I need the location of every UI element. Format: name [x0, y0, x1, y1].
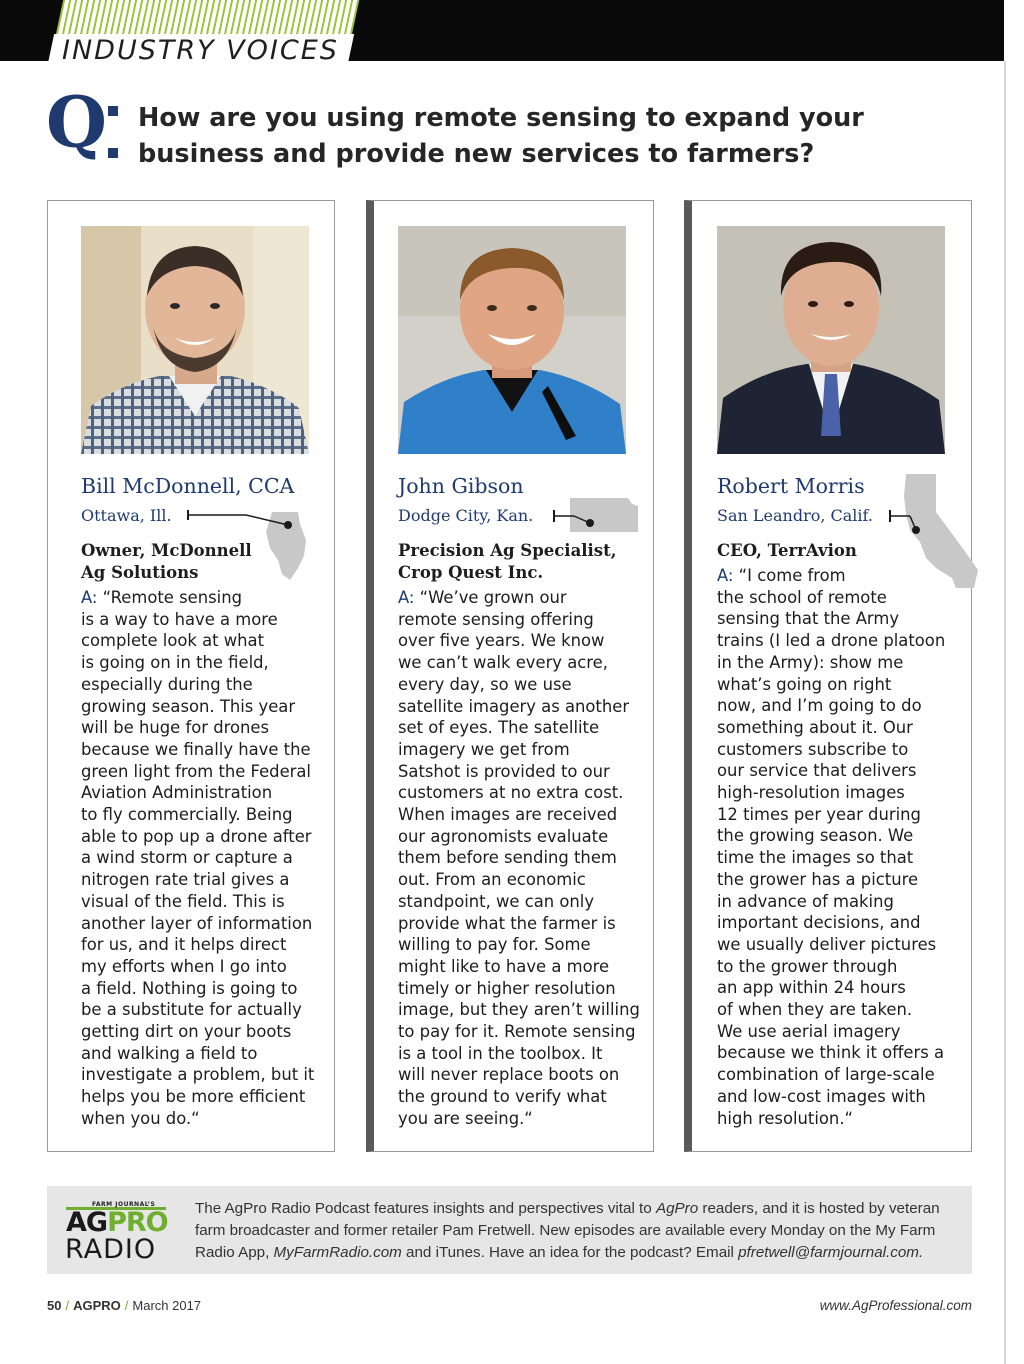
- respondent-answer-3: [717, 565, 945, 1129]
- logo-radio-text: RADIO: [65, 1234, 157, 1265]
- role-line: Crop Quest Inc.: [398, 563, 544, 582]
- promo-text: Radio App,: [195, 1244, 274, 1261]
- portrait-photo-3: [717, 226, 945, 454]
- respondent-role-1: [81, 540, 252, 584]
- promo-text: The AgPro Radio Podcast features insights and perspectives vital to: [195, 1200, 656, 1217]
- logo-publisher: FARM JOURNAL’S: [92, 1201, 156, 1208]
- answer-label: A:: [398, 588, 415, 607]
- respondent-answer-1: [81, 587, 314, 1130]
- answer-first-line: “Remote sensing: [97, 588, 242, 607]
- respondent-name-3: Robert Morris: [717, 474, 865, 498]
- issue-date: March 2017: [132, 1298, 202, 1313]
- respondent-role-3: [717, 540, 857, 562]
- logo-ag-text: AG: [66, 1207, 108, 1238]
- podcast-promo-text: [195, 1198, 965, 1264]
- answer-label: A:: [81, 588, 98, 607]
- role-line: Precision Ag Specialist,: [398, 541, 617, 560]
- role-line: Owner, McDonnell: [81, 541, 252, 560]
- respondent-name-1: Bill McDonnell, CCA: [81, 474, 295, 498]
- magazine-name: AGPRO: [73, 1298, 121, 1313]
- role-line: Ag Solutions: [81, 563, 199, 582]
- page-edge-rule: [1004, 61, 1006, 1364]
- promo-text: and iTunes. Have an idea for the podcast? Email: [401, 1244, 739, 1261]
- podcast-website-link[interactable]: MyFarmRadio.com: [273, 1244, 402, 1261]
- respondent-location-1: Ottawa, Ill.: [81, 506, 172, 525]
- section-label: INDUSTRY VOICES: [62, 35, 339, 66]
- promo-text: AgPro: [655, 1200, 699, 1217]
- respondent-location-2: Dodge City, Kan.: [398, 506, 534, 525]
- kansas-map-icon: [552, 496, 642, 536]
- respondent-location-3: San Leandro, Calif.: [717, 506, 873, 525]
- portrait-photo-1: [81, 226, 309, 454]
- promo-text: farm broadcaster and former retailer Pam Fretwell. New episodes are available every Monday on the My Farm: [195, 1222, 936, 1239]
- page-number: 50: [47, 1298, 62, 1313]
- respondent-name-2: John Gibson: [398, 474, 524, 498]
- answer-first-line: “I come from: [733, 566, 846, 585]
- answer-text: is a way to have a more complete look at what is going on in the field, especially during the growing season. This year will be huge for drones because we finally have the green light from the Federal Aviation Administration to fly commercially. Being able to pop up a drone after a wind storm or capture a nitrogen rate trial gives a visual of the field. This is another layer of information for us, and it helps direct my efforts when I go into a field. Nothing is going to be a substitute for actually getting dirt on your boots and walking a field to investigate a problem, but it helps you be more efficient when you do.“: [81, 609, 315, 1128]
- portrait-photo-2: [398, 226, 626, 454]
- question-text: How are you using remote sensing to expand your business and provide new services to farmers?: [138, 103, 864, 169]
- header-hatch-pattern: [56, 0, 359, 34]
- question-colon: [108, 106, 118, 164]
- answer-text: remote sensing offering over five years. We know we can’t walk every acre, every day, so we use satellite imagery as another set of eyes. The satellite imagery we get from Satshot is provided to our customers at no extra cost. When images are received our agronomists evaluate them before sending them out. From an economic standpoint, we can only provide what the farmer is willing to pay for. Some might like to have a more timely or higher resolution image, but they aren’t willing to pay for it. Remote sensing is a tool in the toolbox. It will never replace boots on the ground to verify what you are seeing.“: [398, 609, 640, 1128]
- podcast-email-link[interactable]: pfretwell@farmjournal.com.: [738, 1244, 924, 1261]
- page-footer-left: 50 / AGPRO / March 2017: [47, 1298, 202, 1313]
- answer-label: A:: [717, 566, 734, 585]
- respondent-role-2: [398, 540, 616, 584]
- respondent-answer-2: [398, 587, 640, 1130]
- answer-first-line: “We’ve grown our: [414, 588, 567, 607]
- promo-text: readers, and it is hosted by veteran: [698, 1200, 940, 1217]
- footer-website-link[interactable]: www.AgProfessional.com: [819, 1298, 972, 1313]
- logo-pro-text: PRO: [107, 1207, 168, 1238]
- question-mark-letter: Q: [46, 81, 107, 164]
- answer-text: the school of remote sensing that the Army trains (I led a drone platoon in the Army): show me what’s going on right now, and I’m going to do something about it. Our customers subscribe to our service that delivers high-resolution images 12 times per year during the growing season. We time the images so that the grower has a picture in advance of making important decisions, and we usually deliver pictures to the grower through an app within 24 hours of when they are taken. We use aerial imagery because we think it offers a combination of large-scale and low-cost images with high resolution.“: [717, 587, 946, 1128]
- role-line: CEO, TerrAvion: [717, 541, 857, 560]
